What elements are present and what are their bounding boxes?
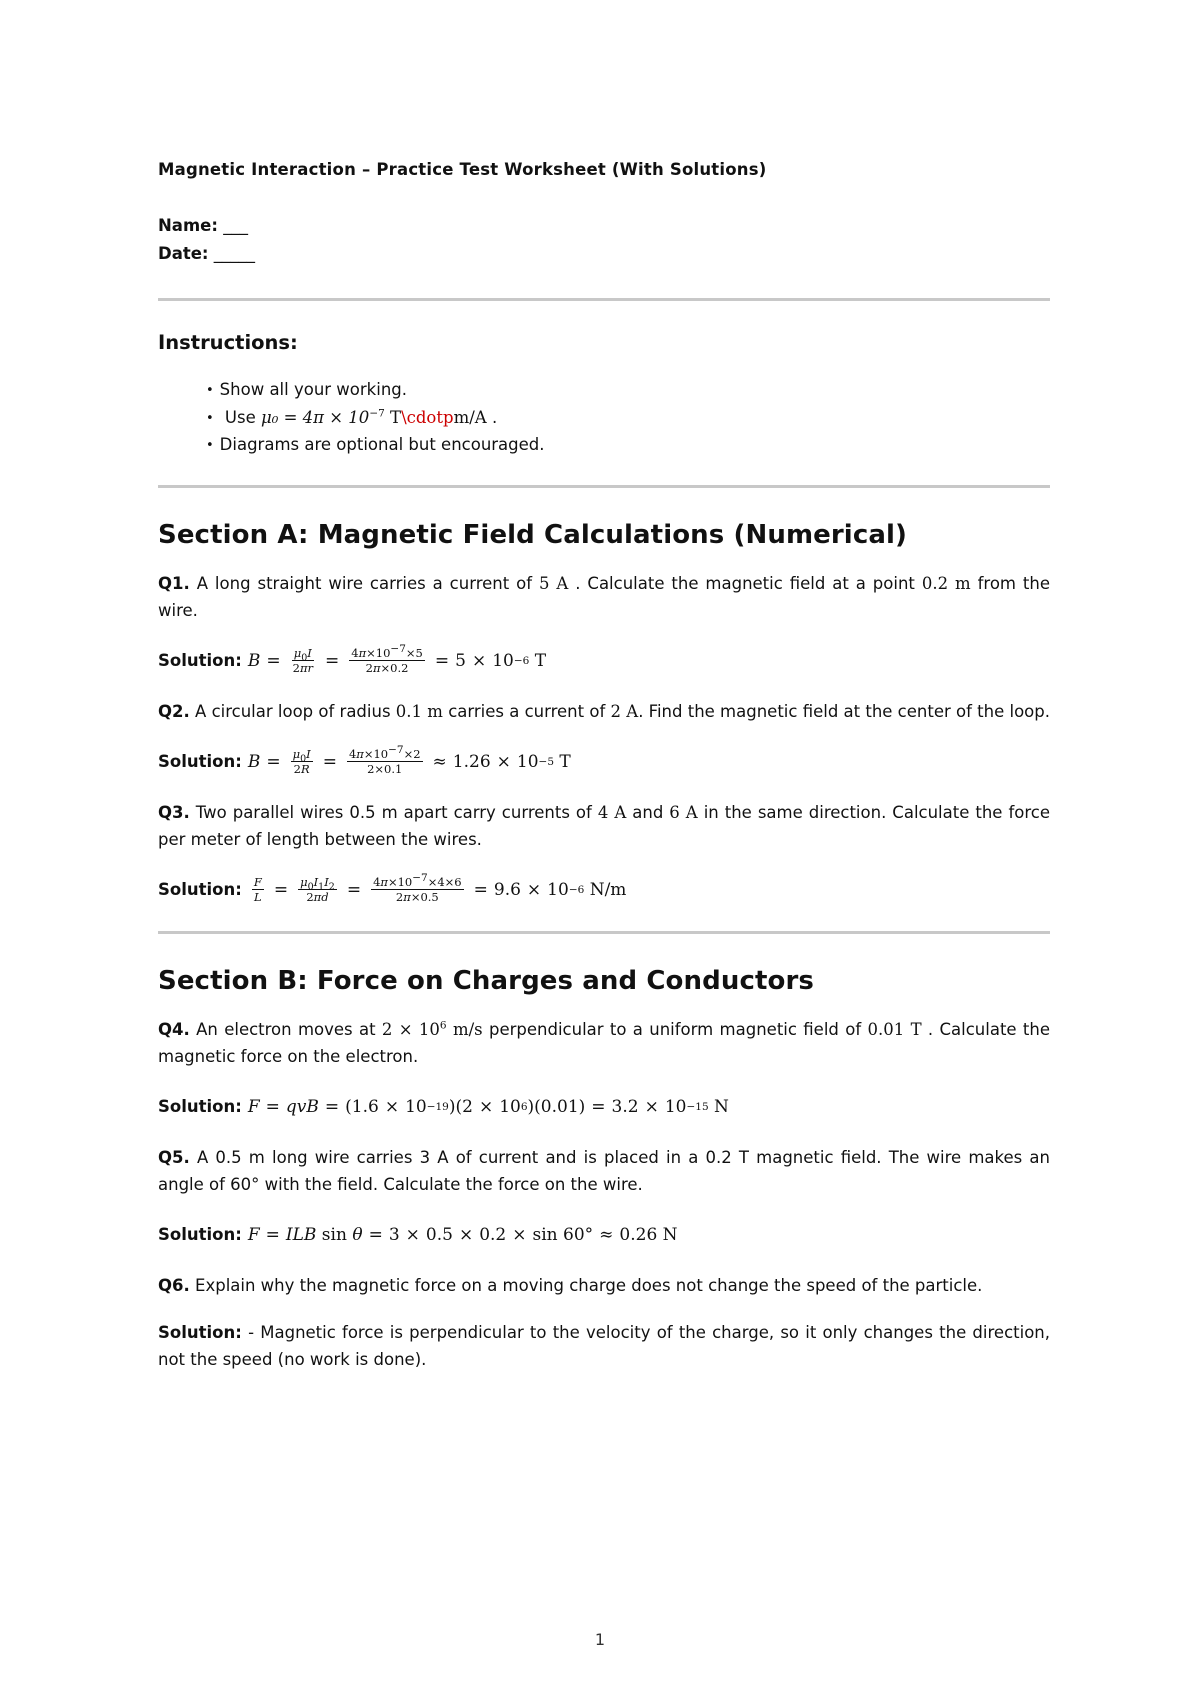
page-number: 1 — [594, 1630, 606, 1649]
solution-q5: Solution: F = ILB sin θ = 3 × 0.5 × 0.2 × sin 60° ≈ 0.26 N — [158, 1224, 678, 1245]
question-q1: Q1. A long straight wire carries a current of 5 A . Calculate the magnetic field at a point 0.2 m from the wire. — [158, 573, 1050, 620]
instructions-list — [158, 376, 1050, 459]
list-item: • Use $\mu_0 = 4\pi \times 10^{-7}$ T\cdotpm/A . — [206, 404, 1050, 432]
solution-q1: Solution: B = $\frac{\mu_0I}{2\pi r}$ = $\frac{4\pi\times 10^{-7}\times 5}{2\pi\times 0.2}$ = 5 × 10 −6 T — [158, 643, 547, 675]
equation: F = qvB = (1.6 × 10 −19 )(2 × 10 6 )(0.01) = 3.2 × 10 −15 N — [247, 1096, 729, 1117]
name-blank: ___ — [223, 216, 248, 235]
question-q3: Q3. Two parallel wires 0.5 m apart carry currents of 4 A and 6 A in the same direction. Calculate the force per meter of length between the wires. — [158, 802, 1050, 849]
question-q5: Q5. A 0.5 m long wire carries 3 A of current and is placed in a 0.2 T magnetic field. The wire makes an angle of 60° with the field. Calculate the force on the wire. — [158, 1147, 1050, 1194]
equation: $\frac{F}{L}$ = $\frac{\mu_0I_1I_2}{2\pi d}$ = $\frac{4\pi\times 10^{-7}\times 4\times 6}{2\pi\times 0.5}$ = 9.6 × 10 −6 N/m — [253, 872, 627, 904]
date-blank: _____ — [213, 244, 256, 263]
name-label: Name: — [158, 216, 218, 235]
instructions-heading: Instructions: — [158, 331, 298, 354]
question-q4: Q4. An electron moves at $2 \times 10^6$ m/s perpendicular to a uniform magnetic field of 0.01 T . Calculate the magnetic force on the electron. — [158, 1019, 1050, 1066]
latex-error-text: \cdotp — [401, 407, 454, 427]
list-item: • Show all your working. — [206, 376, 1050, 404]
solution-q6: Solution: - Magnetic force is perpendicular to the velocity of the charge, so it only changes the direction, not the speed (no work is done). — [158, 1322, 1050, 1369]
equation: F = ILB sin θ = 3 × 0.5 × 0.2 × sin 60° ≈ 0.26 N — [247, 1224, 678, 1245]
question-q6: Q6. Explain why the magnetic force on a moving charge does not change the speed of the particle. — [158, 1275, 983, 1295]
section-b-title: Section B: Force on Charges and Conductors — [158, 965, 814, 996]
solution-q3: Solution: $\frac{F}{L}$ = $\frac{\mu_0I_1I_2}{2\pi d}$ = $\frac{4\pi\times 10^{-7}\times 4\times 6}{2\pi\times 0.5}$ = 9.6 × 10 −6 N/m — [158, 872, 627, 904]
mu0-constant: $\mu_0 = 4\pi \times 10^{-7}$ T\cdotpm/A — [261, 407, 487, 427]
equation: B = $\frac{\mu_0I}{2\pi r}$ = $\frac{4\pi\times 10^{-7}\times 5}{2\pi\times 0.2}$ = 5 × 10 −6 T — [247, 643, 547, 675]
name-field — [158, 212, 1050, 240]
worksheet-page — [158, 160, 1050, 1373]
date-field — [158, 240, 1050, 268]
list-item: • Diagrams are optional but encouraged. — [206, 431, 1050, 459]
question-q2: Q2. A circular loop of radius 0.1 m carries a current of 2 A. Find the magnetic field at the center of the loop. — [158, 701, 1050, 721]
document-title: Magnetic Interaction – Practice Test Worksheet (With Solutions) — [158, 160, 767, 179]
equation: B = $\frac{\mu_0I}{2R}$ = $\frac{4\pi\times 10^{-7}\times 2}{2\times 0.1}$ ≈ 1.26 × 10 −5 T — [247, 744, 571, 776]
solution-q4: Solution: F = qvB = (1.6 × 10 −19 )(2 × 10 6 )(0.01) = 3.2 × 10 −15 N — [158, 1096, 729, 1117]
solution-q2: Solution: B = $\frac{\mu_0I}{2R}$ = $\frac{4\pi\times 10^{-7}\times 2}{2\times 0.1}$ ≈ 1.26 × 10 −5 T — [158, 744, 571, 776]
section-a-title: Section A: Magnetic Field Calculations (Numerical) — [158, 519, 907, 550]
date-label: Date: — [158, 244, 209, 263]
